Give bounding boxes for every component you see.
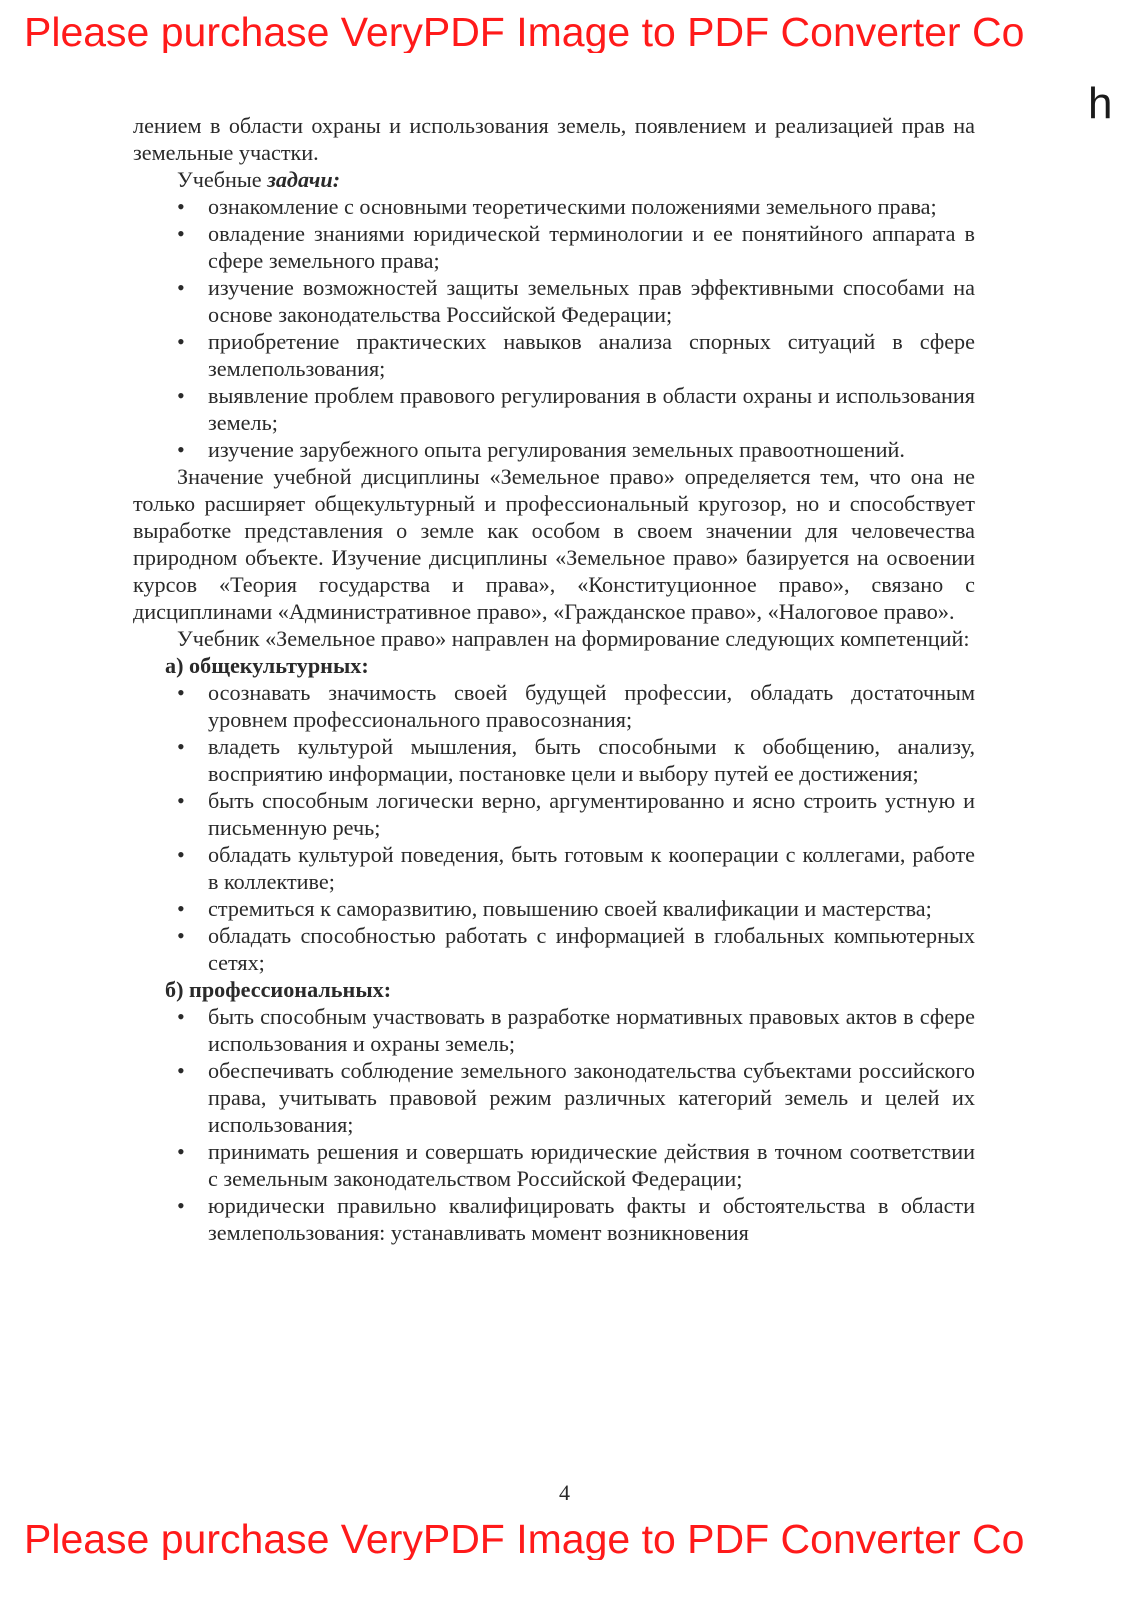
list-item	[133, 787, 975, 841]
bullet-icon: •	[177, 329, 185, 354]
cropped-edge-glyph: h	[1088, 79, 1113, 128]
list-item-text: принимать решения и совершать юридические действия в точном соответствии с земельным законодательством Российской Федерации;	[208, 1139, 975, 1191]
watermark-bottom: Please purchase VeryPDF Image to PDF Converter Co	[24, 1519, 1025, 1560]
general-competencies-list	[133, 679, 975, 976]
list-item	[133, 1057, 975, 1138]
list-item	[133, 1192, 975, 1246]
list-item-text: обладать культурой поведения, быть готовым к кооперации с коллегами, работе в коллективе;	[208, 842, 975, 894]
list-item-text: обладать способностью работать с информацией в глобальных компьютерных сетях;	[208, 923, 975, 975]
list-item-text: быть способным участвовать в разработке нормативных правовых актов в сфере использования и охраны земель;	[208, 1004, 975, 1056]
tasks-heading-emphasis: задачи:	[267, 167, 341, 192]
list-item-text: ознакомление с основными теоретическими положениями земельного права;	[208, 194, 937, 219]
bullet-icon: •	[177, 194, 185, 219]
bullet-icon: •	[177, 1004, 185, 1029]
list-item	[133, 328, 975, 382]
list-item-text: обеспечивать соблюдение земельного законодательства субъектами российского права, учитывать правовой режим различных категорий земель и целей их использования;	[208, 1058, 975, 1137]
list-item	[133, 733, 975, 787]
list-item-text: овладение знаниями юридической терминологии и ее понятийного аппарата в сфере земельного права;	[208, 221, 975, 273]
list-item	[133, 274, 975, 328]
bullet-icon: •	[177, 437, 185, 462]
professional-competencies-heading: б) профессиональных:	[165, 977, 392, 1002]
bullet-icon: •	[177, 788, 185, 813]
tasks-heading	[133, 166, 975, 193]
list-item	[133, 382, 975, 436]
bullet-icon: •	[177, 680, 185, 705]
bullet-icon: •	[177, 1193, 185, 1218]
watermark-top: Please purchase VeryPDF Image to PDF Converter Co	[24, 12, 1025, 53]
list-item-text: быть способным логически верно, аргументированно и ясно строить устную и письменную речь;	[208, 788, 975, 840]
list-item-text: владеть культурой мышления, быть способными к обобщению, анализу, восприятию информации, постановке цели и выбору путей ее достижения;	[208, 734, 975, 786]
list-item	[133, 436, 975, 463]
list-item-text: изучение возможностей защиты земельных прав эффективными способами на основе законодательства Российской Федерации;	[208, 275, 975, 327]
list-item	[133, 1138, 975, 1192]
intro-paragraph: лением в области охраны и использования земель, появлением и реализацией прав на земельные участки.	[133, 113, 975, 165]
bullet-icon: •	[177, 842, 185, 867]
bullet-icon: •	[177, 734, 185, 759]
list-item	[133, 220, 975, 274]
general-competencies-heading: а) общекультурных:	[165, 653, 369, 678]
professional-competencies-list	[133, 1003, 975, 1246]
list-item	[133, 679, 975, 733]
list-item-text: приобретение практических навыков анализа спорных ситуаций в сфере землепользования;	[208, 329, 975, 381]
list-item-text: выявление проблем правового регулирования в области охраны и использования земель;	[208, 383, 975, 435]
list-item	[133, 841, 975, 895]
tasks-heading-prefix: Учебные	[177, 167, 268, 192]
list-item-text: осознавать значимость своей будущей профессии, обладать достаточным уровнем профессионального правосознания;	[208, 680, 975, 732]
competencies-paragraph: Учебник «Земельное право» направлен на формирование следующих компетенций:	[177, 626, 970, 651]
bullet-icon: •	[177, 1058, 185, 1083]
document-page	[133, 112, 975, 1246]
list-item	[133, 922, 975, 976]
bullet-icon: •	[177, 383, 185, 408]
list-item	[133, 1003, 975, 1057]
significance-paragraph: Значение учебной дисциплины «Земельное право» определяется тем, что она не только расширяет общекультурный и профессиональный кругозор, но и способствует выработке представления о земле как особом в своем значении для человечества природном объекте. Изучение дисциплины «Земельное право» базируется на освоении курсов «Теория государства и права», «Конституционное право», связано с дисциплинами «Административное право», «Гражданское право», «Налоговое право».	[133, 464, 975, 624]
page-number: 4	[559, 1480, 570, 1505]
list-item	[133, 193, 975, 220]
list-item	[133, 895, 975, 922]
bullet-icon: •	[177, 923, 185, 948]
list-item-text: стремиться к саморазвитию, повышению своей квалификации и мастерства;	[208, 896, 932, 921]
bullet-icon: •	[177, 221, 185, 246]
bullet-icon: •	[177, 896, 185, 921]
list-item-text: юридически правильно квалифицировать факты и обстоятельства в области землепользования: устанавливать момент возникновения	[208, 1193, 975, 1245]
list-item-text: изучение зарубежного опыта регулирования земельных правоотношений.	[208, 437, 905, 462]
bullet-icon: •	[177, 275, 185, 300]
bullet-icon: •	[177, 1139, 185, 1164]
tasks-list	[133, 193, 975, 463]
